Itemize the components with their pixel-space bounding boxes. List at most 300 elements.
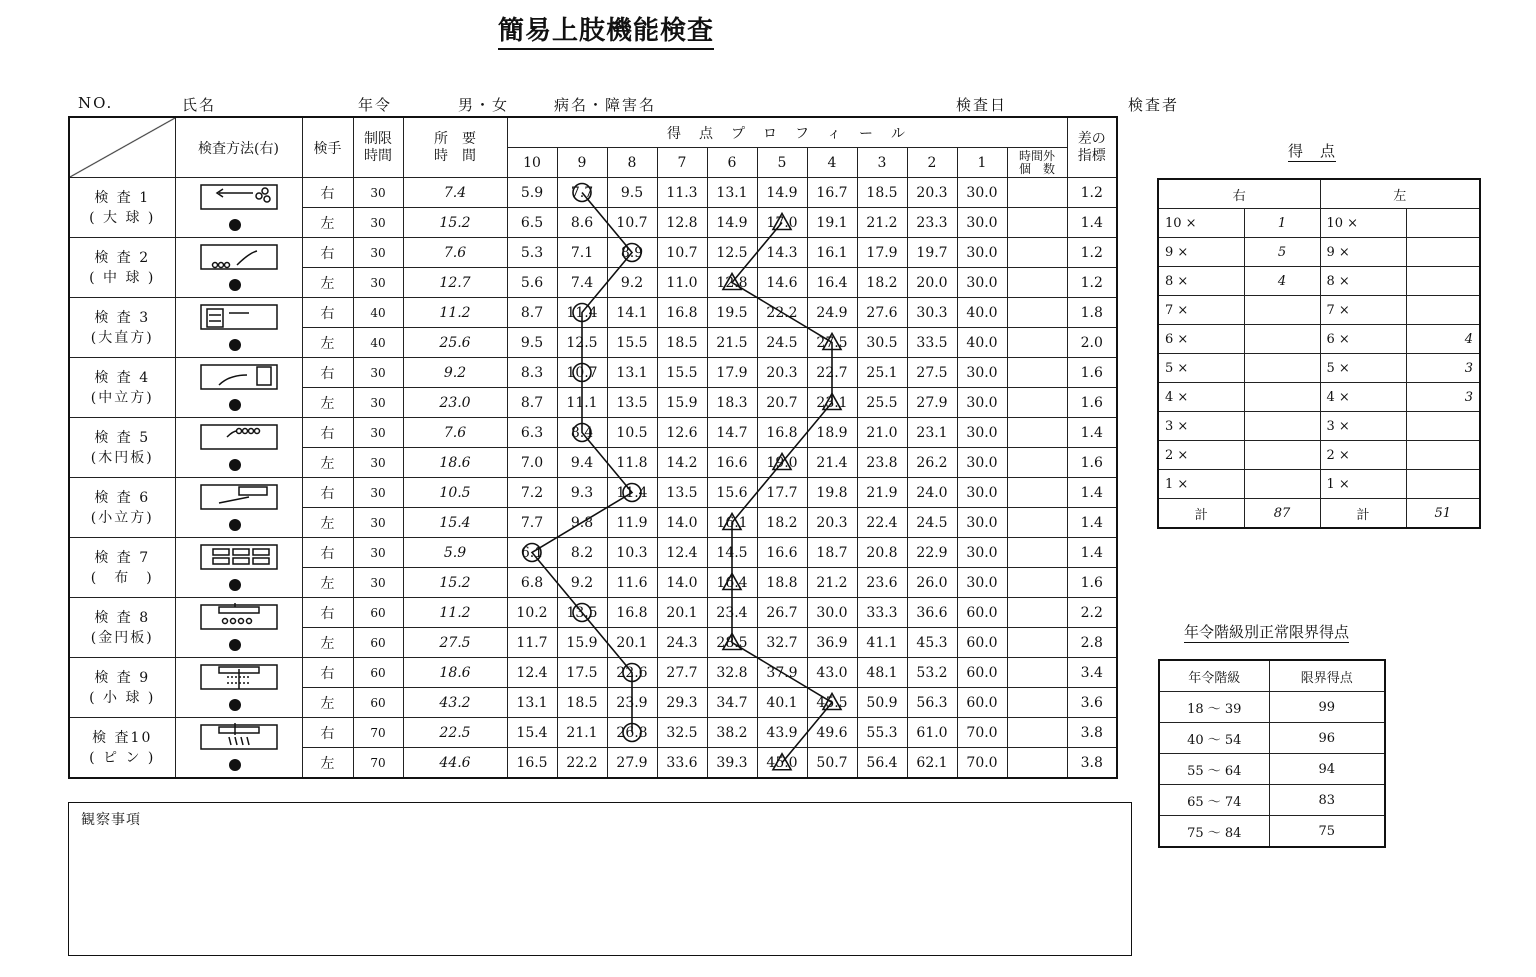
test-method-icon	[179, 603, 299, 653]
score-right-value: 5	[1244, 238, 1320, 267]
limit-cell: 30	[353, 418, 403, 448]
score-cell: 22.4	[857, 508, 907, 538]
score-col-header: 8	[607, 148, 657, 178]
score-cell: 12.6	[657, 418, 707, 448]
test-label	[69, 538, 175, 598]
required-time: 12.7	[403, 268, 507, 298]
score-cell: 13.5	[557, 598, 607, 628]
overtime-cell	[1007, 718, 1067, 748]
score-left-label: 9 ×	[1320, 238, 1406, 267]
score-left-header: 左	[1320, 179, 1480, 209]
diff-cell: 1.6	[1067, 448, 1117, 478]
right-total: 87	[1244, 499, 1320, 529]
score-cell: 24.3	[657, 628, 707, 658]
limit-cell: 70	[353, 748, 403, 779]
required-time: 7.6	[403, 238, 507, 268]
score-cell: 17.9	[857, 238, 907, 268]
header-sex: 男・女	[458, 96, 510, 114]
score-cell: 22.2	[557, 748, 607, 779]
score-cell: 16.5	[507, 748, 557, 779]
score-cell: 49.6	[807, 718, 857, 748]
score-cell: 8.3	[507, 358, 557, 388]
limit-cell: 60	[353, 598, 403, 628]
age-row	[1159, 723, 1385, 754]
required-time: 7.6	[403, 418, 507, 448]
required-time: 11.2	[403, 298, 507, 328]
diff-cell: 1.4	[1067, 478, 1117, 508]
score-cell: 43.9	[757, 718, 807, 748]
score-cell: 20.1	[607, 628, 657, 658]
score-cell: 23.1	[807, 388, 857, 418]
score-cell: 10.7	[557, 358, 607, 388]
score-col-header: 10	[507, 148, 557, 178]
header-disease: 病名・障害名	[554, 96, 657, 114]
age-range: 55 〜 64	[1159, 754, 1269, 785]
required-time: 7.4	[403, 178, 507, 208]
test-method-cell	[175, 238, 302, 298]
hand-cell: 右	[302, 178, 353, 208]
test-name: 検 査 3	[94, 309, 151, 326]
test-label	[69, 178, 175, 238]
score-cell: 9.2	[607, 268, 657, 298]
overtime-cell	[1007, 358, 1067, 388]
limit-cell: 30	[353, 208, 403, 238]
score-left-label: 10 ×	[1320, 209, 1406, 238]
score-cell: 20.7	[757, 388, 807, 418]
score-cell: 5.3	[507, 238, 557, 268]
score-cell: 18.3	[707, 388, 757, 418]
score-cell: 15.9	[557, 628, 607, 658]
score-cell: 22.9	[907, 538, 957, 568]
test-label	[69, 418, 175, 478]
notes-box[interactable]	[68, 802, 1132, 956]
required-time: 9.2	[403, 358, 507, 388]
score-row	[1158, 354, 1480, 383]
score-cell: 19.1	[807, 208, 857, 238]
score-row	[1158, 296, 1480, 325]
score-cell: 45.5	[807, 688, 857, 718]
score-cell: 16.1	[807, 238, 857, 268]
test-subname: ( 大 球 )	[89, 209, 156, 226]
test-method-icon	[179, 723, 299, 773]
score-cell: 22.6	[607, 658, 657, 688]
score-right-label: 6 ×	[1158, 325, 1244, 354]
score-cell: 15.5	[657, 358, 707, 388]
score-left-value: 3	[1406, 383, 1480, 412]
test-method-icon	[179, 483, 299, 533]
required-time: 27.5	[403, 628, 507, 658]
score-cell: 45.0	[757, 748, 807, 779]
required-header: 所 要 時 間	[403, 117, 507, 178]
test-label	[69, 238, 175, 298]
diff-cell: 1.4	[1067, 418, 1117, 448]
score-left-value: 3	[1406, 354, 1480, 383]
test-method-icon	[179, 363, 299, 413]
score-cell: 12.4	[507, 658, 557, 688]
score-cell: 6.5	[507, 208, 557, 238]
score-right-value: 1	[1244, 209, 1320, 238]
score-right-value	[1244, 354, 1320, 383]
test-name: 検 査 6	[94, 489, 151, 506]
required-time: 23.0	[403, 388, 507, 418]
overtime-cell	[1007, 178, 1067, 208]
age-range: 75 〜 84	[1159, 816, 1269, 848]
score-cell: 10.5	[607, 418, 657, 448]
score-cell: 11.8	[607, 448, 657, 478]
score-cell: 18.8	[757, 568, 807, 598]
hand-cell: 右	[302, 238, 353, 268]
score-col-header: 7	[657, 148, 707, 178]
overtime-cell	[1007, 328, 1067, 358]
score-cell: 36.9	[807, 628, 857, 658]
score-cell: 40.1	[757, 688, 807, 718]
score-cell: 15.9	[657, 388, 707, 418]
age-range: 18 〜 39	[1159, 692, 1269, 723]
test-row	[69, 178, 1117, 208]
score-cell: 22.2	[757, 298, 807, 328]
score-cell: 55.3	[857, 718, 907, 748]
score-right-value	[1244, 325, 1320, 354]
required-time: 18.6	[403, 448, 507, 478]
limit-cell: 60	[353, 688, 403, 718]
test-name: 検 査 1	[94, 189, 151, 206]
diff-cell: 3.8	[1067, 748, 1117, 779]
test-subname: (大直方)	[90, 329, 154, 346]
score-left-label: 7 ×	[1320, 296, 1406, 325]
diff-cell: 2.8	[1067, 628, 1117, 658]
score-cell: 40.0	[957, 328, 1007, 358]
age-range: 40 〜 54	[1159, 723, 1269, 754]
score-cell: 36.6	[907, 598, 957, 628]
hand-header: 検手	[302, 117, 353, 178]
test-row	[69, 658, 1117, 688]
score-cell: 29.3	[657, 688, 707, 718]
score-cell: 23.4	[707, 598, 757, 628]
score-cell: 16.1	[707, 508, 757, 538]
score-right-value	[1244, 383, 1320, 412]
score-cell: 18.5	[657, 328, 707, 358]
test-name: 検 査 2	[94, 249, 151, 266]
score-cell: 23.8	[857, 448, 907, 478]
score-cell: 6.3	[507, 418, 557, 448]
score-cell: 39.3	[707, 748, 757, 779]
score-cell: 9.5	[507, 328, 557, 358]
test-subname: (木円板)	[90, 449, 154, 466]
score-cell: 7.7	[507, 508, 557, 538]
header-date: 検査日	[956, 96, 1008, 114]
overtime-cell	[1007, 478, 1067, 508]
required-time: 10.5	[403, 478, 507, 508]
score-cell: 18.2	[857, 268, 907, 298]
score-left-value	[1406, 296, 1480, 325]
score-cell: 14.0	[657, 568, 707, 598]
score-row	[1158, 383, 1480, 412]
test-name: 検 査10	[92, 729, 153, 746]
required-time: 43.2	[403, 688, 507, 718]
score-left-value	[1406, 412, 1480, 441]
score-cell: 20.3	[807, 508, 857, 538]
age-range: 65 〜 74	[1159, 785, 1269, 816]
score-cell: 30.0	[957, 358, 1007, 388]
test-method-cell	[175, 598, 302, 658]
score-cell: 21.2	[807, 568, 857, 598]
overtime-cell	[1007, 238, 1067, 268]
score-right-label: 3 ×	[1158, 412, 1244, 441]
limit-cell: 30	[353, 508, 403, 538]
score-cell: 9.8	[557, 508, 607, 538]
score-cell: 14.1	[607, 298, 657, 328]
age-limit-score: 94	[1269, 754, 1385, 785]
limit-cell: 30	[353, 238, 403, 268]
score-cell: 11.7	[507, 628, 557, 658]
score-right-label: 10 ×	[1158, 209, 1244, 238]
score-cell: 11.4	[607, 478, 657, 508]
score-cell: 16.8	[757, 418, 807, 448]
limit-cell: 30	[353, 538, 403, 568]
diff-header: 差の 指標	[1067, 117, 1117, 178]
score-cell: 18.5	[857, 178, 907, 208]
score-cell: 13.1	[707, 178, 757, 208]
hand-cell: 右	[302, 658, 353, 688]
test-name: 検 査 4	[94, 369, 151, 386]
required-time: 15.4	[403, 508, 507, 538]
score-cell: 27.9	[907, 388, 957, 418]
score-cell: 21.9	[857, 478, 907, 508]
score-cell: 7.7	[557, 178, 607, 208]
score-cell: 34.7	[707, 688, 757, 718]
score-right-label: 1 ×	[1158, 470, 1244, 499]
hand-cell: 右	[302, 358, 353, 388]
score-cell: 33.5	[907, 328, 957, 358]
age-limit-score: 99	[1269, 692, 1385, 723]
test-label	[69, 658, 175, 718]
score-cell: 18.7	[807, 538, 857, 568]
hand-cell: 右	[302, 538, 353, 568]
score-cell: 30.0	[957, 238, 1007, 268]
score-cell: 16.8	[657, 298, 707, 328]
hand-cell: 右	[302, 298, 353, 328]
age-table	[1158, 659, 1386, 848]
score-cell: 12.4	[657, 538, 707, 568]
test-label	[69, 298, 175, 358]
score-cell: 10.7	[657, 238, 707, 268]
required-time: 5.9	[403, 538, 507, 568]
score-cell: 18.2	[757, 508, 807, 538]
required-time: 25.6	[403, 328, 507, 358]
test-method-cell	[175, 178, 302, 238]
score-cell: 56.4	[857, 748, 907, 779]
test-name: 検 査 9	[94, 669, 151, 686]
test-subname: (中立方)	[90, 389, 154, 406]
test-name: 検 査 5	[94, 429, 151, 446]
limit-cell: 40	[353, 298, 403, 328]
score-cell: 60.0	[957, 628, 1007, 658]
score-cell: 19.7	[907, 238, 957, 268]
score-cell: 16.4	[807, 268, 857, 298]
header-examiner: 検査者	[1128, 96, 1180, 114]
hand-cell: 左	[302, 628, 353, 658]
score-left-value	[1406, 470, 1480, 499]
score-cell: 16.6	[707, 448, 757, 478]
hand-cell: 左	[302, 568, 353, 598]
test-row	[69, 598, 1117, 628]
test-label	[69, 598, 175, 658]
score-cell: 12.8	[707, 268, 757, 298]
score-right-label: 9 ×	[1158, 238, 1244, 267]
score-cell: 30.0	[957, 208, 1007, 238]
score-cell: 43.0	[807, 658, 857, 688]
score-table	[1157, 178, 1481, 529]
diff-cell: 1.6	[1067, 358, 1117, 388]
score-cell: 8.6	[557, 208, 607, 238]
score-cell: 30.0	[957, 568, 1007, 598]
score-left-value	[1406, 441, 1480, 470]
score-left-label: 1 ×	[1320, 470, 1406, 499]
test-method-cell	[175, 718, 302, 779]
score-cell: 33.6	[657, 748, 707, 779]
score-cell: 48.1	[857, 658, 907, 688]
test-method-icon	[179, 243, 299, 293]
score-col-header: 5	[757, 148, 807, 178]
overtime-cell	[1007, 448, 1067, 478]
test-row	[69, 298, 1117, 328]
score-cell: 16.6	[757, 538, 807, 568]
hand-cell: 左	[302, 688, 353, 718]
score-cell: 14.9	[707, 208, 757, 238]
score-col-header: 9	[557, 148, 607, 178]
score-cell: 60.0	[957, 598, 1007, 628]
score-right-label: 7 ×	[1158, 296, 1244, 325]
score-cell: 27.7	[657, 658, 707, 688]
age-limit-score: 75	[1269, 816, 1385, 848]
score-cell: 28.5	[707, 628, 757, 658]
test-subname: (金円板)	[90, 629, 154, 646]
score-cell: 25.5	[857, 388, 907, 418]
score-total-row	[1158, 499, 1480, 529]
score-right-value: 4	[1244, 267, 1320, 296]
score-cell: 56.3	[907, 688, 957, 718]
left-total: 51	[1406, 499, 1480, 529]
score-cell: 23.6	[857, 568, 907, 598]
score-cell: 24.9	[807, 298, 857, 328]
score-cell: 8.2	[557, 538, 607, 568]
diff-cell: 1.8	[1067, 298, 1117, 328]
score-cell: 26.2	[907, 448, 957, 478]
test-row	[69, 538, 1117, 568]
limit-cell: 30	[353, 448, 403, 478]
required-time: 15.2	[403, 568, 507, 598]
score-row	[1158, 209, 1480, 238]
score-right-label: 4 ×	[1158, 383, 1244, 412]
score-cell: 8.4	[557, 418, 607, 448]
test-row	[69, 238, 1117, 268]
score-left-label: 6 ×	[1320, 325, 1406, 354]
score-col-header: 4	[807, 148, 857, 178]
limit-cell: 30	[353, 478, 403, 508]
score-cell: 19.8	[807, 478, 857, 508]
age-row	[1159, 816, 1385, 848]
score-cell: 8.9	[607, 238, 657, 268]
age-table-title: 年令階級別正常限界得点	[1184, 623, 1350, 641]
score-right-label: 5 ×	[1158, 354, 1244, 383]
required-time: 11.2	[403, 598, 507, 628]
score-cell: 11.4	[557, 298, 607, 328]
score-cell: 6.8	[507, 568, 557, 598]
test-method-icon	[179, 543, 299, 593]
hand-cell: 左	[302, 448, 353, 478]
score-left-label: 5 ×	[1320, 354, 1406, 383]
score-cell: 21.4	[807, 448, 857, 478]
score-cell: 11.6	[607, 568, 657, 598]
score-cell: 20.3	[907, 178, 957, 208]
limit-header: 制限 時間	[353, 117, 403, 178]
test-method-icon	[179, 303, 299, 353]
required-time: 22.5	[403, 718, 507, 748]
diff-cell: 2.0	[1067, 328, 1117, 358]
test-method-icon	[179, 663, 299, 713]
score-cell: 24.5	[907, 508, 957, 538]
score-left-label: 4 ×	[1320, 383, 1406, 412]
score-cell: 22.7	[807, 358, 857, 388]
overtime-cell	[1007, 628, 1067, 658]
header-age: 年令	[358, 96, 393, 114]
score-col-header: 1	[957, 148, 1007, 178]
score-col-header: 3	[857, 148, 907, 178]
overtime-cell	[1007, 298, 1067, 328]
diff-cell: 1.2	[1067, 238, 1117, 268]
score-left-value	[1406, 209, 1480, 238]
score-row	[1158, 325, 1480, 354]
score-cell: 30.5	[857, 328, 907, 358]
score-left-value	[1406, 267, 1480, 296]
required-time: 44.6	[403, 748, 507, 779]
score-cell: 21.2	[857, 208, 907, 238]
score-cell: 30.0	[957, 508, 1007, 538]
score-cell: 9.5	[607, 178, 657, 208]
score-cell: 20.0	[907, 268, 957, 298]
score-cell: 7.0	[507, 448, 557, 478]
hand-cell: 右	[302, 418, 353, 448]
score-cell: 17.0	[757, 208, 807, 238]
score-cell: 20.1	[657, 598, 707, 628]
score-cell: 7.1	[557, 238, 607, 268]
required-time: 15.2	[403, 208, 507, 238]
score-cell: 14.2	[657, 448, 707, 478]
overtime-cell	[1007, 268, 1067, 298]
overtime-cell	[1007, 208, 1067, 238]
score-cell: 11.0	[657, 268, 707, 298]
score-cell: 27.6	[857, 298, 907, 328]
score-cell: 30.0	[957, 418, 1007, 448]
age-row	[1159, 692, 1385, 723]
age-limit-score: 83	[1269, 785, 1385, 816]
hand-cell: 左	[302, 508, 353, 538]
score-cell: 30.0	[807, 598, 857, 628]
hand-cell: 左	[302, 748, 353, 779]
diff-cell: 1.4	[1067, 538, 1117, 568]
score-cell: 50.9	[857, 688, 907, 718]
score-cell: 15.5	[607, 328, 657, 358]
limit-cell: 70	[353, 718, 403, 748]
score-cell: 61.0	[907, 718, 957, 748]
notes-label: 観察事項	[81, 812, 141, 828]
score-cell: 11.3	[657, 178, 707, 208]
test-method-cell	[175, 538, 302, 598]
test-method-icon	[179, 183, 299, 233]
diff-cell: 3.8	[1067, 718, 1117, 748]
diff-cell: 1.6	[1067, 568, 1117, 598]
score-row	[1158, 267, 1480, 296]
